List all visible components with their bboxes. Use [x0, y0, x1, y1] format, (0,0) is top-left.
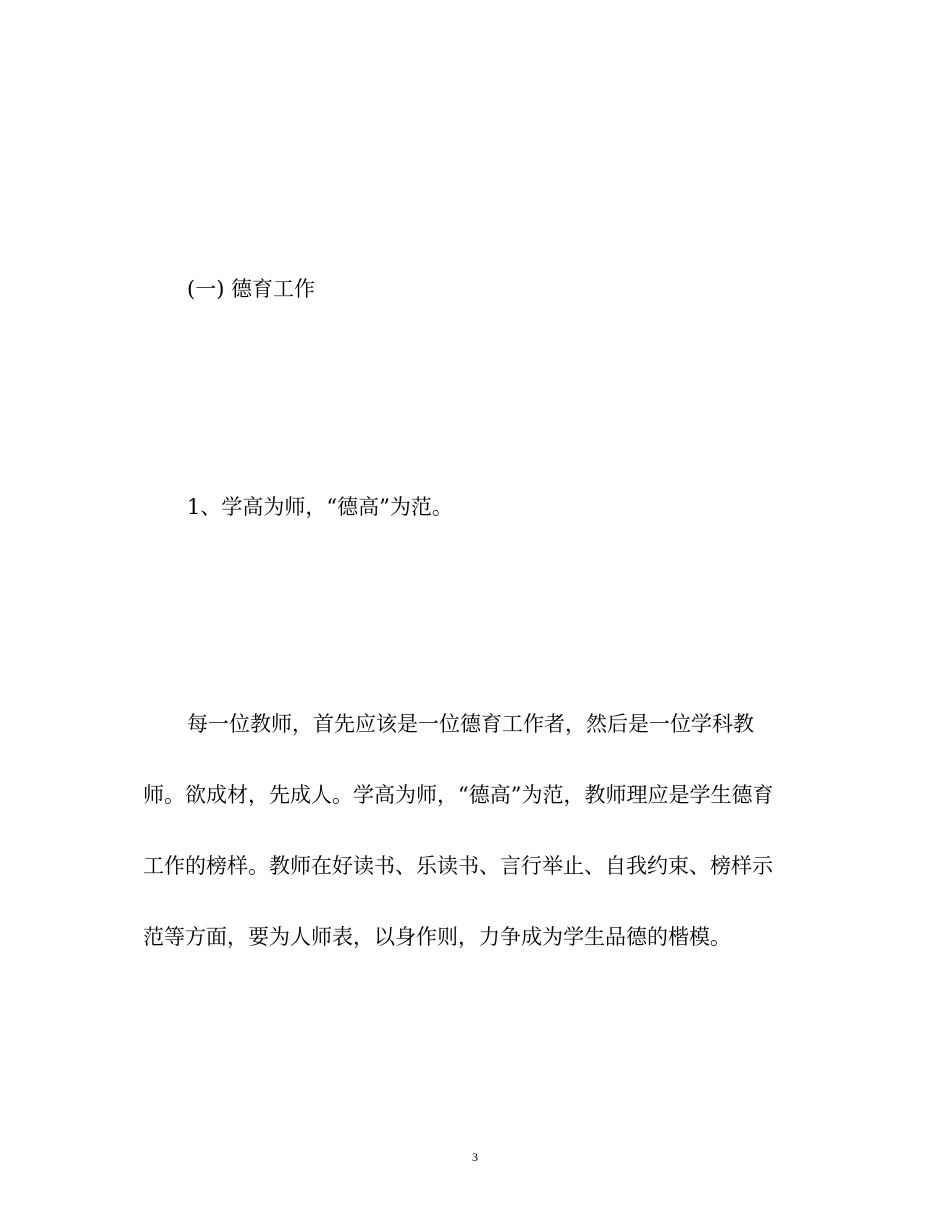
- paragraph-line: 每一位教师，首先应该是一位德育工作者，然后是一位学科教: [187, 712, 754, 736]
- subheading: 1、学高为师，“德高”为范。: [187, 495, 453, 519]
- paragraph-line: 工作的榜样。教师在好读书、乐读书、言行举止、自我约束、榜样示: [143, 854, 773, 878]
- paragraph-line: 师。欲成材，先成人。学高为师，“德高”为范，教师理应是学生德育: [143, 783, 774, 807]
- page-number: 3: [472, 1150, 478, 1164]
- section-heading: (一) 德育工作: [187, 277, 316, 301]
- paragraph-line: 范等方面，要为人师表，以身作则，力争成为学生品德的楷模。: [143, 925, 731, 949]
- body-paragraph: [143, 710, 803, 994]
